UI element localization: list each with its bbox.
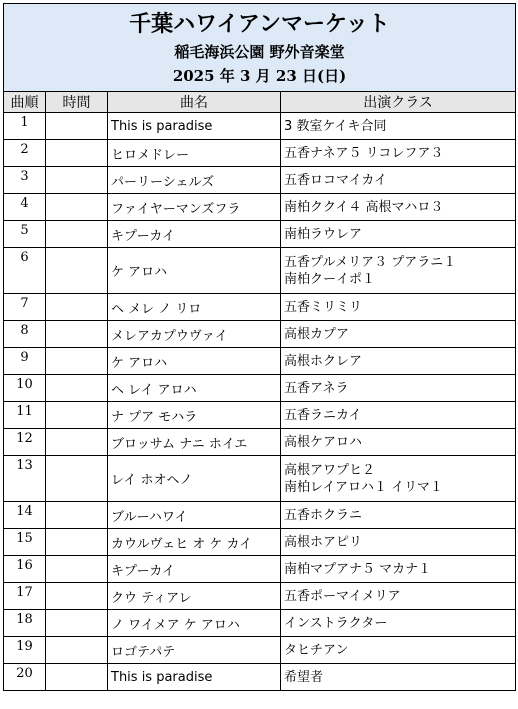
song-cell: ヘ メレ ノ リロ (108, 294, 281, 321)
order-cell: 16 (4, 556, 46, 583)
class-line: タヒチアン (284, 642, 349, 658)
col-time-header: 時間 (46, 92, 108, 113)
song-cell: ケ アロハ (108, 248, 281, 294)
order-cell: 15 (4, 529, 46, 556)
class-cell (281, 610, 516, 637)
time-cell (46, 610, 108, 637)
song-cell: This is paradise (108, 664, 281, 691)
order-cell: 10 (4, 375, 46, 402)
table-row (4, 502, 516, 529)
class-line: 五香ラニカイ (284, 407, 362, 423)
class-line: 五香ミリミリ (284, 299, 363, 315)
time-cell (46, 348, 108, 375)
class-line: 五香ロコマイカイ (284, 172, 387, 188)
song-cell: ファイヤーマンズフラ (108, 194, 281, 221)
song-cell: パーリーシェルズ (108, 167, 281, 194)
time-cell (46, 221, 108, 248)
event-title: 千葉ハワイアンマーケット (129, 11, 390, 37)
order-cell: 8 (4, 321, 46, 348)
order-cell: 13 (4, 456, 46, 502)
order-cell: 3 (4, 167, 46, 194)
time-cell (46, 664, 108, 691)
col-song-header: 曲名 (108, 92, 281, 113)
order-cell: 20 (4, 664, 46, 691)
class-line: 高根ホアピリ (284, 534, 363, 550)
class-cell (281, 113, 516, 140)
order-cell: 19 (4, 637, 46, 664)
song-cell: ブロッサム ナニ ホイエ (108, 429, 281, 456)
class-line: 高根アワプヒ２ (284, 462, 376, 478)
time-cell (46, 583, 108, 610)
class-cell (281, 294, 516, 321)
event-header (4, 4, 516, 92)
col-class-header: 出演クラス (281, 92, 516, 113)
song-cell: キプーカイ (108, 221, 281, 248)
time-cell (46, 456, 108, 502)
class-line: 五香ナネア５ リコレフア３ (284, 145, 444, 161)
class-cell (281, 429, 516, 456)
order-cell: 4 (4, 194, 46, 221)
time-cell (46, 321, 108, 348)
class-line: 五香アネラ (284, 380, 349, 396)
song-cell: キプーカイ (108, 556, 281, 583)
class-cell (281, 321, 516, 348)
song-cell: クウ ティアレ (108, 583, 281, 610)
table-row (4, 529, 516, 556)
song-cell: ロゴテパテ (108, 637, 281, 664)
class-line: 高根ケアロハ (284, 434, 363, 450)
class-cell (281, 529, 516, 556)
table-row (4, 294, 516, 321)
table-row (4, 556, 516, 583)
time-cell (46, 375, 108, 402)
class-cell (281, 664, 516, 691)
header-row (4, 4, 516, 92)
order-cell: 7 (4, 294, 46, 321)
time-cell (46, 637, 108, 664)
order-cell: 14 (4, 502, 46, 529)
class-line: 南柏ククイ４ 高根マハロ３ (284, 199, 444, 215)
time-cell (46, 113, 108, 140)
song-cell: レイ ホオヘノ (108, 456, 281, 502)
class-line: 南柏クーイポ１ (284, 271, 376, 287)
class-cell (281, 556, 516, 583)
time-cell (46, 429, 108, 456)
class-line: インストラクター (284, 615, 388, 631)
order-cell: 9 (4, 348, 46, 375)
song-cell: カウルヴェヒ オ ケ カイ (108, 529, 281, 556)
table-row (4, 321, 516, 348)
time-cell (46, 502, 108, 529)
table-row (4, 348, 516, 375)
class-line: 五香ホクラニ (284, 507, 363, 523)
class-cell (281, 402, 516, 429)
song-cell: ヒロメドレー (108, 140, 281, 167)
col-order-header: 曲順 (4, 92, 46, 113)
table-row (4, 402, 516, 429)
order-cell: 17 (4, 583, 46, 610)
class-cell (281, 502, 516, 529)
order-cell: 5 (4, 221, 46, 248)
table-row (4, 140, 516, 167)
class-cell (281, 140, 516, 167)
order-cell: 6 (4, 248, 46, 294)
table-row (4, 375, 516, 402)
class-cell (281, 167, 516, 194)
class-cell (281, 194, 516, 221)
class-cell (281, 456, 516, 502)
class-line: 高根ホクレア (284, 353, 363, 369)
table-row (4, 194, 516, 221)
time-cell (46, 402, 108, 429)
order-cell: 12 (4, 429, 46, 456)
song-cell: This is paradise (108, 113, 281, 140)
class-line: 南柏ラウレア (284, 226, 363, 242)
order-cell: 11 (4, 402, 46, 429)
program-table (3, 3, 516, 691)
class-line: 南柏レイアロハ１ イリマ１ (284, 479, 443, 495)
song-cell: ナ プア モハラ (108, 402, 281, 429)
class-line: 希望者 (284, 669, 324, 685)
time-cell (46, 140, 108, 167)
class-cell (281, 375, 516, 402)
table-row (4, 456, 516, 502)
column-header-row (4, 92, 516, 113)
class-cell (281, 221, 516, 248)
time-cell (46, 194, 108, 221)
class-line: 五香プルメリア３ プアラニ１ (284, 254, 457, 270)
class-line: 3 教室ケイキ合同 (284, 118, 387, 134)
event-venue: 稲毛海浜公園 野外音楽堂 (174, 42, 345, 61)
table-row (4, 221, 516, 248)
time-cell (46, 556, 108, 583)
time-cell (46, 248, 108, 294)
song-cell: ノ ワイメア ケ アロハ (108, 610, 281, 637)
class-cell (281, 248, 516, 294)
class-line: 高根カプア (284, 326, 350, 342)
class-line: 南柏マプアナ５ マカナ１ (284, 561, 432, 577)
event-date: 2025 年 3 月 23 日(日) (172, 66, 347, 85)
program-rows (4, 113, 516, 691)
order-cell: 18 (4, 610, 46, 637)
time-cell (46, 167, 108, 194)
table-row (4, 113, 516, 140)
order-cell: 1 (4, 113, 46, 140)
time-cell (46, 529, 108, 556)
table-row (4, 248, 516, 294)
table-row (4, 429, 516, 456)
class-line: 五香ポーマイメリア (284, 588, 401, 604)
class-cell (281, 583, 516, 610)
class-cell (281, 348, 516, 375)
table-row (4, 610, 516, 637)
table-row (4, 167, 516, 194)
table-row (4, 637, 516, 664)
song-cell: メレアカプウヴァイ (108, 321, 281, 348)
song-cell: ブルーハワイ (108, 502, 281, 529)
table-row (4, 583, 516, 610)
time-cell (46, 294, 108, 321)
class-cell (281, 637, 516, 664)
song-cell: ヘ レイ アロハ (108, 375, 281, 402)
song-cell: ケ アロハ (108, 348, 281, 375)
order-cell: 2 (4, 140, 46, 167)
table-row (4, 664, 516, 691)
